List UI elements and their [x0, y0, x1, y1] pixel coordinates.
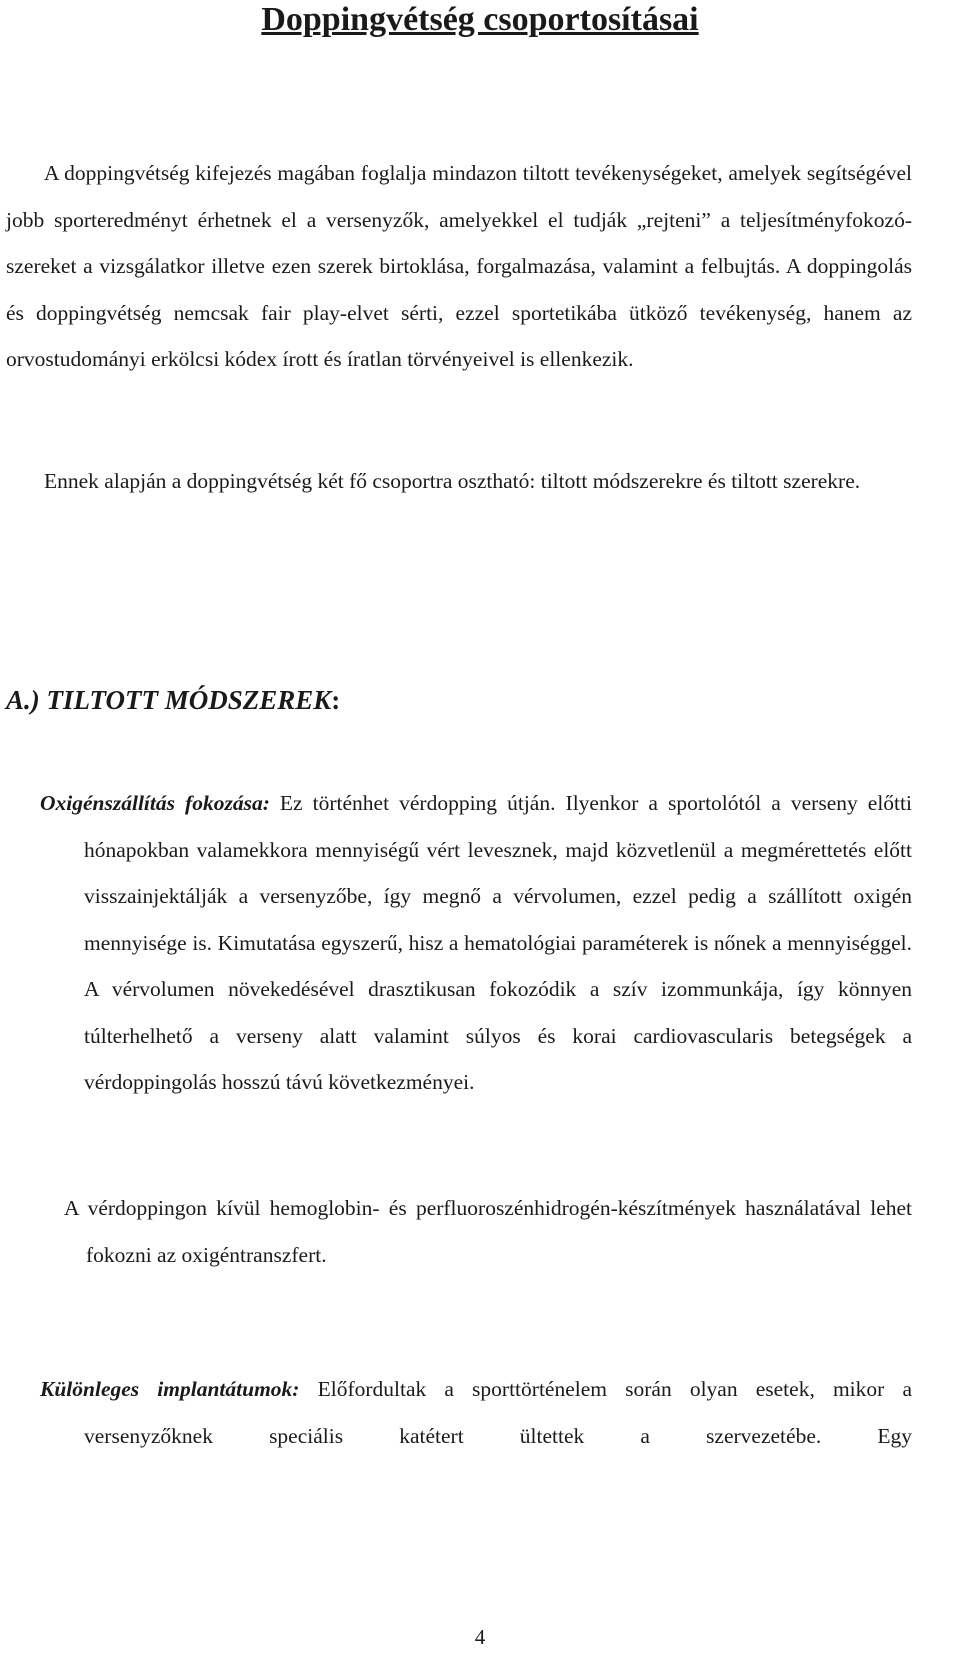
- item-oxygen-transport: [40, 780, 912, 1106]
- item-special-implants-title: Különleges implantátumok:: [40, 1377, 300, 1401]
- section-heading-text: A.) TILTOTT MÓDSZEREK: [6, 685, 332, 715]
- item-oxygen-transport-title: Oxigénszállítás fokozása:: [40, 791, 270, 815]
- item-oxygen-transport-text: Ez történhet vérdopping útján. Ilyenkor a sportolótól a verseny előtti hónapokban valamekkora mennyiségű vért levesznek, majd közvetlenül a megmérettetés előtt visszainjektálják a versenyzőbe, így megnő a vérvolumen, ezzel pedig a szállított oxigén mennyisége is. Kimutatása egyszerű, hisz a hematológiai paraméterek is nőnek a mennyiséggel. A vérvolumen növekedésével drasztikusan fokozódik a szív izommunkája, így könnyen túlterhelhető a verseny alatt valamint súlyos és korai cardiovascularis betegségek a vérdoppingolás hosszú távú következményei.: [84, 791, 912, 1094]
- page-number: 4: [474, 1625, 486, 1649]
- item-special-implants: [40, 1366, 912, 1459]
- intro-paragraph: A doppingvétség kifejezés magában foglalja mindazon tiltott tevékenységeket, amelyek segítségével jobb sporteredményt érhetnek el a versenyzők, amelyekkel el tudják „rejteni” a teljesítményfokozó-szereket a vizsgálatkor illetve ezen szerek birtoklása, forgalmazása, valamint a felbujtás. A doppingolás és doppingvétség nemcsak fair play-elvet sérti, ezzel sportetikába ütköző tevékenység, hanem az orvostudományi erkölcsi kódex írott és íratlan törvényeivel is ellenkezik.: [6, 161, 912, 371]
- document-title: Doppingvétség csoportosításai: [261, 1, 699, 38]
- groups-paragraph: Ennek alapján a doppingvétség két fő csoportra osztható: tiltott módszerekre és tiltott szerekre.: [44, 469, 861, 493]
- section-heading-colon: :: [331, 685, 341, 715]
- section-heading: [6, 680, 340, 720]
- item-oxygen-transport-extra: A vérdoppingon kívül hemoglobin- és perfluoroszénhidrogén-készítmények használatával lehet fokozni az oxigéntranszfert.: [64, 1196, 912, 1267]
- item-special-implants-text: Előfordultak a sporttörténelem során olyan esetek, mikor a versenyzőknek speciális katétert ültettek a szervezetébe. Egy: [84, 1377, 912, 1448]
